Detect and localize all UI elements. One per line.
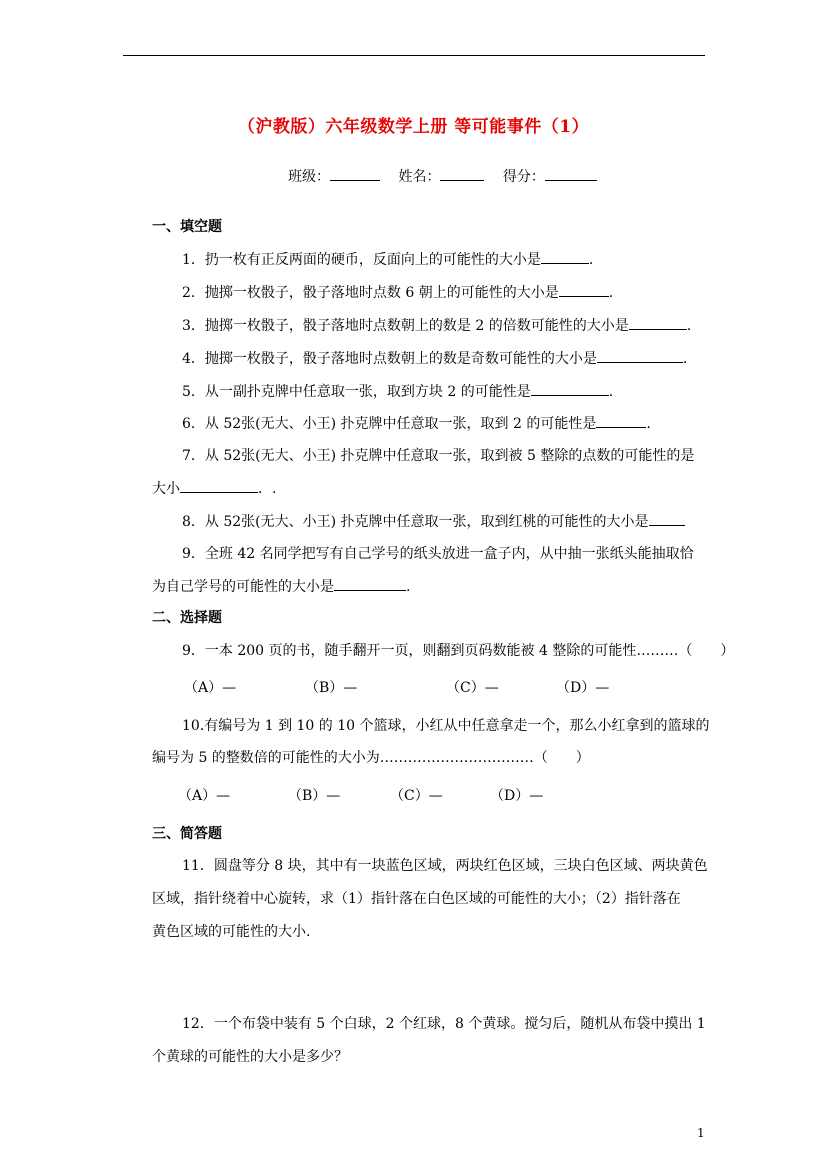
- question-11-line-2: 区域，指针绕着中心旋转，求（1）指针落在白色区域的可能性的大小；（2）指针落在: [152, 891, 681, 907]
- name-blank[interactable]: [440, 168, 484, 181]
- choice-question-9: 9．一本 200 页的书，随手翻开一页，则翻到页码数能被 4 整除的可能性………（ ）: [182, 643, 735, 659]
- question-9-line-1: 9．全班 42 名同学把写有自己学号的纸头放进一盒子内，从中抽一张纸头能抽取恰: [182, 546, 694, 562]
- option-c[interactable]: （C）—: [390, 788, 443, 804]
- question-2: 2．抛掷一枚骰子，骰子落地时点数 6 朝上的可能性的大小是 .: [182, 285, 614, 301]
- answer-blank[interactable]: [649, 513, 685, 526]
- question-12-line-2: 个黄球的可能性的大小是多少？: [152, 1049, 348, 1065]
- section-heading-short-answer: 三、简答题: [152, 826, 222, 842]
- question-5: 5．从一副扑克牌中任意取一张，取到方块 2 的可能性是 .: [182, 384, 614, 400]
- question-12-line-1: 12．一个布袋中装有 5 个白球，2 个红球，8 个黄球。搅匀后，随机从布袋中摸出 1: [182, 1016, 706, 1032]
- answer-blank[interactable]: [559, 284, 609, 297]
- option-a[interactable]: （A）—: [184, 680, 237, 696]
- question-6: 6．从 52张(无大、小王) 扑克牌中任意取一张，取到 2 的可能性是 .: [182, 416, 651, 432]
- option-d[interactable]: （D）—: [556, 680, 610, 696]
- page-number: 1: [697, 1126, 705, 1140]
- question-9-line-2: 为自己学号的可能性的大小是 .: [152, 579, 411, 595]
- score-label: 得分：: [502, 169, 545, 185]
- student-info-line: [288, 166, 597, 186]
- answer-blank[interactable]: [334, 578, 406, 591]
- answer-blank[interactable]: [180, 480, 258, 493]
- question-11-line-1: 11．圆盘等分 8 块，其中有一块蓝色区域，两块红色区域，三块白色区域、两块黄色: [182, 858, 708, 874]
- question-8: 8．从 52张(无大、小王) 扑克牌中任意取一张，取到红桃的可能性的大小是: [182, 511, 685, 531]
- choice-question-10-line-1: 10.有编号为 1 到 10 的 10 个篮球，小红从中任意拿走一个，那么小红拿到的篮球的: [182, 718, 710, 734]
- answer-blank[interactable]: [531, 383, 609, 396]
- page-title: （沪教版）六年级数学上册 等可能事件（1）: [237, 117, 590, 137]
- option-a[interactable]: （A）—: [178, 788, 231, 804]
- option-b[interactable]: （B）—: [305, 680, 358, 696]
- choice-question-10-line-2: 编号为 5 的整数倍的可能性的大小为……………………………（ ）: [152, 750, 590, 766]
- question-7-line-2: 大小 ．.: [152, 481, 277, 497]
- question-1: 1．扔一枚有正反两面的硬币，反面向上的可能性的大小是 .: [182, 252, 594, 268]
- header-rule: [123, 55, 705, 56]
- answer-blank[interactable]: [629, 317, 687, 330]
- question-4: 4．抛掷一枚骰子，骰子落地时点数朝上的数是奇数可能性的大小是 .: [182, 351, 688, 367]
- answer-blank[interactable]: [597, 350, 683, 363]
- section-heading-choice: 二、选择题: [152, 610, 222, 626]
- name-label: 姓名：: [398, 169, 441, 185]
- option-d[interactable]: （D）—: [490, 788, 544, 804]
- option-b[interactable]: （B）—: [288, 788, 341, 804]
- score-blank[interactable]: [545, 168, 597, 181]
- answer-blank[interactable]: [596, 415, 646, 428]
- question-7-line-1: 7．从 52张(无大、小王) 扑克牌中任意取一张，取到被 5 整除的点数的可能性的是: [182, 448, 695, 464]
- answer-blank[interactable]: [541, 251, 589, 264]
- class-label: 班级：: [288, 169, 330, 185]
- class-blank[interactable]: [330, 168, 380, 181]
- option-c[interactable]: （C）—: [446, 680, 499, 696]
- question-3: 3．抛掷一枚骰子，骰子落地时点数朝上的数是 2 的倍数可能性的大小是 .: [182, 318, 692, 334]
- section-heading-fill-in: 一、填空题: [152, 219, 222, 235]
- question-11-line-3: 黄色区域的可能性的大小.: [152, 924, 311, 940]
